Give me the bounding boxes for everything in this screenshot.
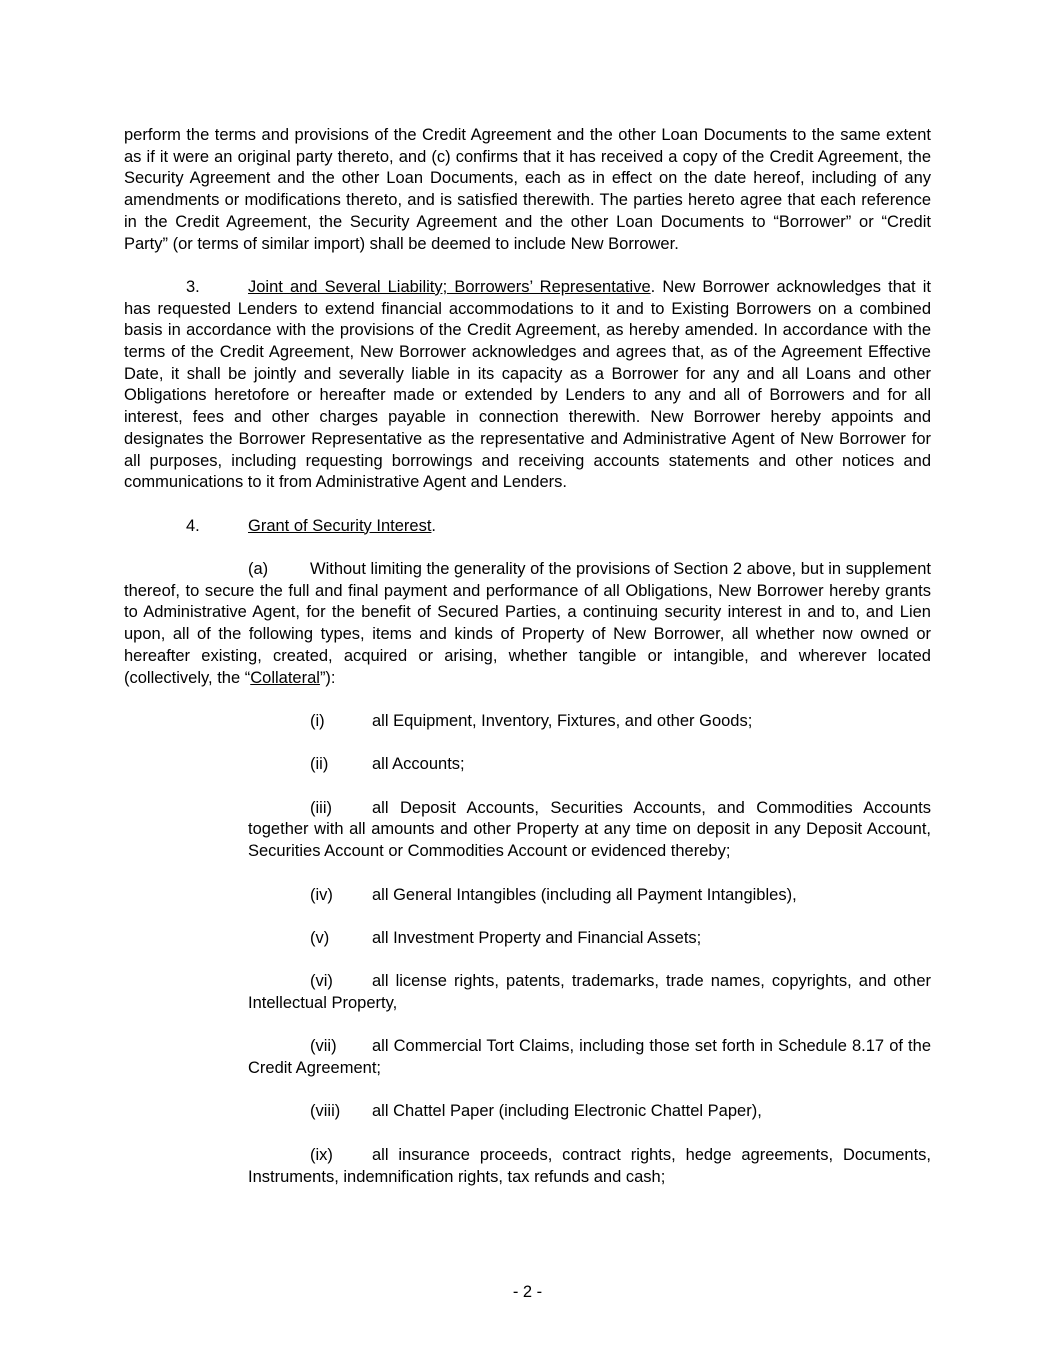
list-item-label: (vi)	[310, 972, 333, 991]
collateral-defined-term: Collateral	[250, 668, 320, 687]
section-4a-paragraph	[124, 559, 931, 689]
list-item-text: all General Intangibles (including all Payment Intangibles),	[372, 885, 797, 904]
section-3-paragraph	[124, 277, 931, 494]
list-item-text: all license rights, patents, trademarks, trade names, copyrights, and other Intellectual Property,	[248, 972, 931, 1012]
section-4a-label: (a)	[248, 560, 269, 579]
list-item	[248, 1145, 931, 1188]
list-item	[248, 798, 931, 863]
section-4-heading	[124, 516, 931, 538]
list-item-label: (viii)	[310, 1102, 341, 1121]
page-number: - 2 -	[512, 1283, 543, 1301]
list-item	[248, 711, 931, 733]
section-4-title-suffix: .	[431, 516, 437, 535]
list-item-text: all Accounts;	[372, 755, 465, 774]
list-item	[248, 754, 931, 776]
intro-paragraph: perform the terms and provisions of the Credit Agreement and the other Loan Documents to the same extent as if it were an original party thereto, and (c) confirms that it has received a copy of the Credit Agreement, the Security Agreement and the other Loan Documents, each as in effect on the date hereof, including of any amendments or modifications thereto, and is satisfied therewith. The parties hereto agree that each reference in the Credit Agreement, the Security Agreement and the other Loan Documents to “Borrower” or “Credit Party” (or terms of similar import) shall be deemed to include New Borrower.	[124, 126, 931, 253]
list-item-text: all Equipment, Inventory, Fixtures, and other Goods;	[372, 711, 753, 730]
list-item-label: (vii)	[310, 1037, 337, 1056]
list-item-label: (ii)	[310, 755, 329, 774]
section-4a-body-after: ”):	[319, 668, 336, 687]
section-3-number: 3.	[186, 277, 200, 296]
list-item	[248, 1101, 931, 1123]
list-item-label: (ix)	[310, 1145, 333, 1164]
list-item-label: (iv)	[310, 885, 333, 904]
list-item	[248, 885, 931, 907]
document-page	[124, 125, 931, 1210]
section-4-number: 4.	[186, 516, 200, 535]
section-3-body: . New Borrower acknowledges that it has requested Lenders to extend financial accommodations to it and to Existing Borrowers on a combined basis in accordance with the provisions of the Credit Agreement, as hereby amended. In accordance with the terms of the Credit Agreement, New Borrower acknowledges and agrees that, as of the Agreement Effective Date, it shall be jointly and severally liable in its capacity as a Borrower for any and all Loans and other Obligations heretofore or hereafter made or extended by Lenders to any and all of Borrowers and for all interest, fees and other charges payable in connection therewith. New Borrower hereby appoints and designates the Borrower Representative as the representative and Administrative Agent of New Borrower for all purposes, including requesting borrowings and receiving accounts statements and other notices and communications to it from Administrative Agent and Lenders.	[124, 277, 931, 492]
section-4a-body-before: Without limiting the generality of the provisions of Section 2 above, but in supplement thereof, to secure the full and final payment and performance of all Obligations, New Borrower hereby grants to Administrative Agent, for the benefit of Secured Parties, a continuing security interest in and to, and Lien upon, all of the following types, items and kinds of Property of New Borrower, all whether now owned or hereafter existing, created, acquired or arising, whether tangible or intangible, and wherever located (collectively, the “	[124, 560, 931, 687]
list-item-text: all insurance proceeds, contract rights, hedge agreements, Documents, Instruments, indemnification rights, tax refunds and cash;	[248, 1145, 931, 1186]
list-item	[248, 928, 931, 950]
list-item-text: all Investment Property and Financial Assets;	[372, 928, 702, 947]
list-item-text: all Deposit Accounts, Securities Accounts, and Commodities Accounts together with all amounts and other Property at any time on deposit in any Deposit Account, Securities Account or Commodities Account or evidenced thereby;	[248, 798, 931, 861]
list-item-label: (iii)	[310, 798, 332, 817]
list-item-label: (i)	[310, 711, 325, 730]
collateral-list	[248, 711, 931, 1188]
list-item-text: all Commercial Tort Claims, including those set forth in Schedule 8.17 of the Credit Agreement;	[248, 1037, 931, 1078]
section-3-title: Joint and Several Liability; Borrowers’ Representative	[248, 277, 651, 296]
list-item	[248, 971, 931, 1014]
list-item-text: all Chattel Paper (including Electronic Chattel Paper),	[372, 1102, 762, 1121]
list-item-label: (v)	[310, 928, 330, 947]
list-item	[248, 1036, 931, 1079]
section-4-title: Grant of Security Interest	[248, 516, 432, 535]
